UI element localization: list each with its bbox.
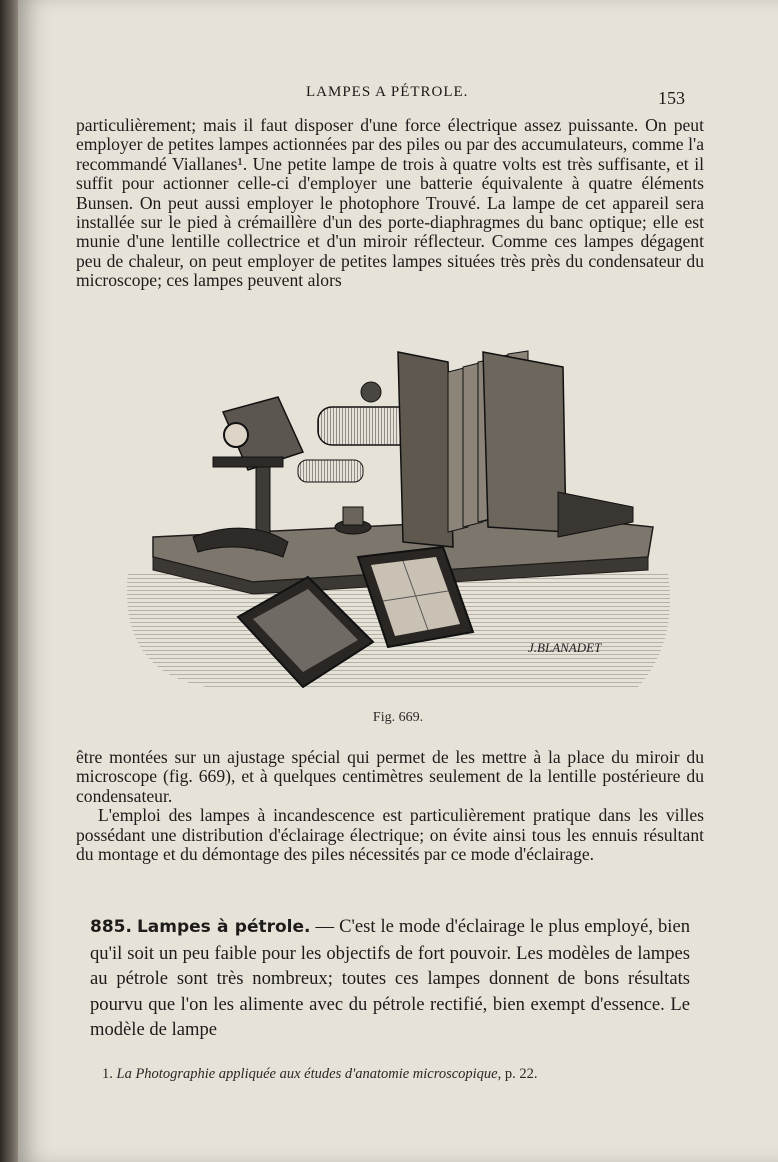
footnote-title: La Photographie appliquée aux études d'anatomie microscopique (116, 1066, 498, 1082)
footnote-page: , p. 22. (497, 1066, 538, 1082)
paragraph-1: particulièrement; mais il faut disposer d'une force électrique assez puissante. On peut employer de petites lampes actionnées par des piles ou par des accumulateurs, comme l'a recommandé Viallanes¹. Une petite lampe de trois à quatre volts est très suffisante, et il suffit pour actionner celle-ci d'employer une batterie équivalente à quatre éléments Bunsen. On peut aussi employer le photophore Trouvé. La lampe de cet appareil sera installée sur le pied à crémaillère d'un des porte-diaphragmes du banc optique; elle est munie d'une lentille collectrice et d'un miroir réflecteur. Comme ces lampes dégagent peu de chaleur, on peut employer de petites lampes situées très près du condensateur du microscope; ces lampes peuvent alors (76, 115, 704, 291)
body-text-top (76, 116, 704, 291)
footnote-marker: 1. (102, 1066, 113, 1082)
figure-caption: Fig. 669. (372, 710, 424, 725)
section-text: — C'est le mode d'éclairage le plus employé, bien qu'il soit un peu faible pour les objectifs de fort pouvoir. Les modèles de lampes au pétrole sont très nombreux; toutes ces lampes donnent de bons résultats pourvu que l'on les alimente avec du pétrole rectifié, bien exempt d'essence. Le modèle de lampe (90, 916, 690, 1041)
book-binding-edge (0, 0, 18, 1162)
section-title: Lampes à pétrole. (136, 917, 311, 937)
section-number: 885. (90, 917, 132, 937)
running-title: LAMPES A PÉTROLE. (306, 84, 469, 100)
body-text-middle (76, 748, 704, 864)
engraver-signature: J.BLANADET (528, 640, 602, 655)
footnote (102, 1066, 702, 1083)
paragraph-2: être montées sur un ajustage spécial qui permet de les mettre à la place du miroir du microscope (fig. 669), et à quelques centimètres seulement de la lentille postérieure du condensateur. (76, 747, 704, 806)
book-page (18, 0, 778, 1162)
page-header (18, 80, 778, 110)
paragraph-3: L'emploi des lampes à incandescence est particulièrement pratique dans les villes possédant une distribution d'éclairage électrique; on évite ainsi tous les ennuis résultant du montage et du démontage des piles nécessités par ce mode d'éclairage. (76, 805, 704, 865)
figure-illustration (118, 342, 678, 704)
page-number: 153 (658, 88, 685, 108)
projection-apparatus-engraving (118, 342, 678, 704)
section-885 (90, 914, 690, 1043)
